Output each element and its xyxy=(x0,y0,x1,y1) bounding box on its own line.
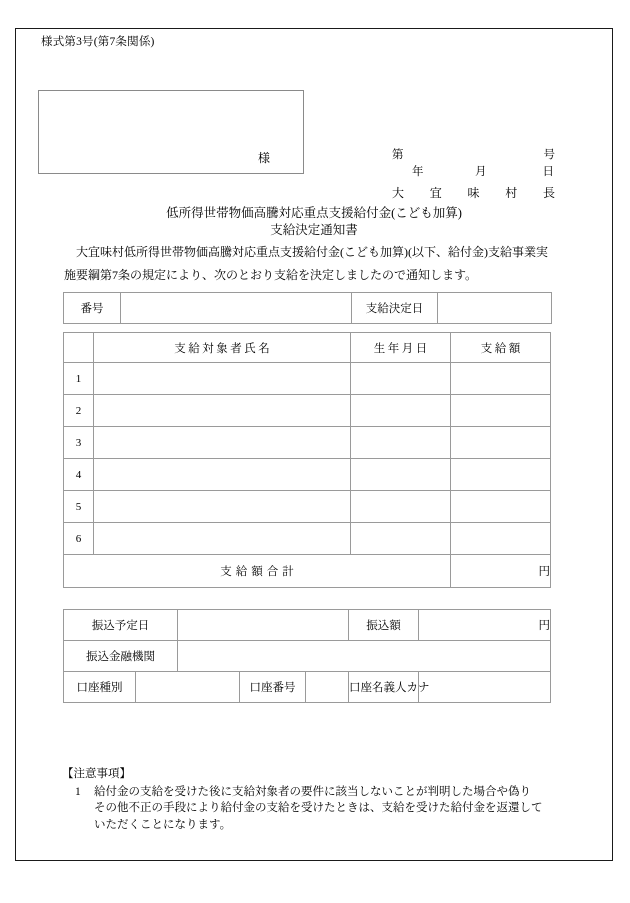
notes-section xyxy=(62,766,562,833)
transfer-amount-label: 振込額 xyxy=(349,610,419,641)
row-birthdate-cell[interactable] xyxy=(351,363,451,395)
issuer-char: 味 xyxy=(467,186,480,200)
row-index: 1 xyxy=(64,363,94,395)
header-recipient-name: 支給対象者氏名 xyxy=(94,333,351,363)
row-name-cell[interactable] xyxy=(94,427,351,459)
row-birthdate-cell[interactable] xyxy=(351,491,451,523)
decision-date-value-cell[interactable] xyxy=(438,293,552,324)
notes-title: 【注意事項】 xyxy=(62,768,131,780)
notes-list xyxy=(62,784,562,834)
account-type-label: 口座種別 xyxy=(64,672,136,703)
body-paragraph xyxy=(64,241,556,287)
note-line: いただくことになります。 xyxy=(94,818,232,831)
table-header-row xyxy=(64,333,551,363)
issuer-char: 宜 xyxy=(429,186,442,200)
row-name-cell[interactable] xyxy=(94,459,351,491)
header-index xyxy=(64,333,94,363)
date-day-label: 日 xyxy=(542,166,554,178)
row-amount-cell[interactable] xyxy=(451,491,551,523)
row-amount-cell[interactable] xyxy=(451,427,551,459)
document-number-line xyxy=(392,146,555,163)
document-title-line1: 低所得世帯物価高騰対応重点支援給付金(こども加算) xyxy=(166,206,462,220)
row-amount-cell[interactable] xyxy=(451,523,551,555)
table-row xyxy=(64,672,551,703)
institution-label: 振込金融機関 xyxy=(64,641,178,672)
transfer-date-label: 振込予定日 xyxy=(64,610,178,641)
row-birthdate-cell[interactable] xyxy=(351,459,451,491)
header-birthdate: 生年月日 xyxy=(351,333,451,363)
row-amount-cell[interactable] xyxy=(451,395,551,427)
document-number-label: 第 xyxy=(392,149,404,161)
table-row xyxy=(64,363,551,395)
account-number-label: 口座番号 xyxy=(240,672,306,703)
issuer-char: 長 xyxy=(542,186,555,200)
account-type-value-cell[interactable] xyxy=(136,672,240,703)
row-name-cell[interactable] xyxy=(94,523,351,555)
number-label: 番号 xyxy=(64,293,121,324)
total-row xyxy=(64,555,551,588)
recipients-table xyxy=(63,332,551,588)
note-line: 給付金の支給を受けた後に支給対象者の要件に該当しないことが判明した場合や偽り xyxy=(94,785,531,798)
recipient-address-box xyxy=(38,90,304,174)
document-number-unit: 号 xyxy=(543,149,555,161)
note-index: 1 xyxy=(75,785,81,798)
document-title xyxy=(15,205,613,239)
total-label: 支給額合計 xyxy=(64,555,451,588)
date-month-label: 月 xyxy=(475,166,487,178)
issuer-char: 村 xyxy=(505,186,518,200)
number-decision-table xyxy=(63,292,552,324)
account-holder-label: 口座名義人カナ xyxy=(349,672,419,703)
table-row xyxy=(64,395,551,427)
row-index: 2 xyxy=(64,395,94,427)
row-amount-cell[interactable] xyxy=(451,459,551,491)
table-row xyxy=(64,459,551,491)
number-value-cell[interactable] xyxy=(121,293,352,324)
row-index: 3 xyxy=(64,427,94,459)
body-line-1: 大宜味村低所得世帯物価高騰対応重点支援給付金(こども加算)(以下、給付金)支給事業実 xyxy=(76,245,548,259)
table-row xyxy=(64,491,551,523)
table-row xyxy=(64,293,552,324)
row-index: 4 xyxy=(64,459,94,491)
row-birthdate-cell[interactable] xyxy=(351,395,451,427)
row-birthdate-cell[interactable] xyxy=(351,427,451,459)
document-date-line xyxy=(392,163,555,180)
body-line-2: 施要綱第7条の規定により、次のとおり支給を決定しましたので通知します。 xyxy=(64,268,478,282)
institution-value-cell[interactable] xyxy=(178,641,551,672)
transfer-amount-value-cell[interactable]: 円 xyxy=(419,610,551,641)
form-number-label: 様式第3号(第7条関係) xyxy=(41,36,155,48)
row-name-cell[interactable] xyxy=(94,395,351,427)
table-row xyxy=(64,523,551,555)
header-amount: 支給額 xyxy=(451,333,551,363)
bank-transfer-table xyxy=(63,609,551,703)
table-row xyxy=(64,610,551,641)
issuer-name xyxy=(392,184,555,201)
note-item xyxy=(62,784,562,834)
row-index: 6 xyxy=(64,523,94,555)
row-amount-cell[interactable] xyxy=(451,363,551,395)
issuer-char: 大 xyxy=(392,186,405,200)
table-row xyxy=(64,427,551,459)
row-birthdate-cell[interactable] xyxy=(351,523,451,555)
total-amount-cell[interactable]: 円 xyxy=(451,555,551,588)
row-name-cell[interactable] xyxy=(94,491,351,523)
note-line: その他不正の手段により給付金の支給を受けたときは、支給を受けた給付金を返還して xyxy=(94,802,543,814)
recipient-honorific: 様 xyxy=(257,151,270,165)
document-meta-block xyxy=(392,146,555,200)
transfer-date-value-cell[interactable] xyxy=(178,610,349,641)
table-row xyxy=(64,641,551,672)
row-index: 5 xyxy=(64,491,94,523)
row-name-cell[interactable] xyxy=(94,363,351,395)
date-year-label: 年 xyxy=(412,166,424,178)
decision-date-label: 支給決定日 xyxy=(352,293,438,324)
account-holder-value-cell[interactable] xyxy=(419,672,551,703)
document-title-line2: 支給決定通知書 xyxy=(270,223,358,237)
account-number-value-cell[interactable] xyxy=(306,672,349,703)
